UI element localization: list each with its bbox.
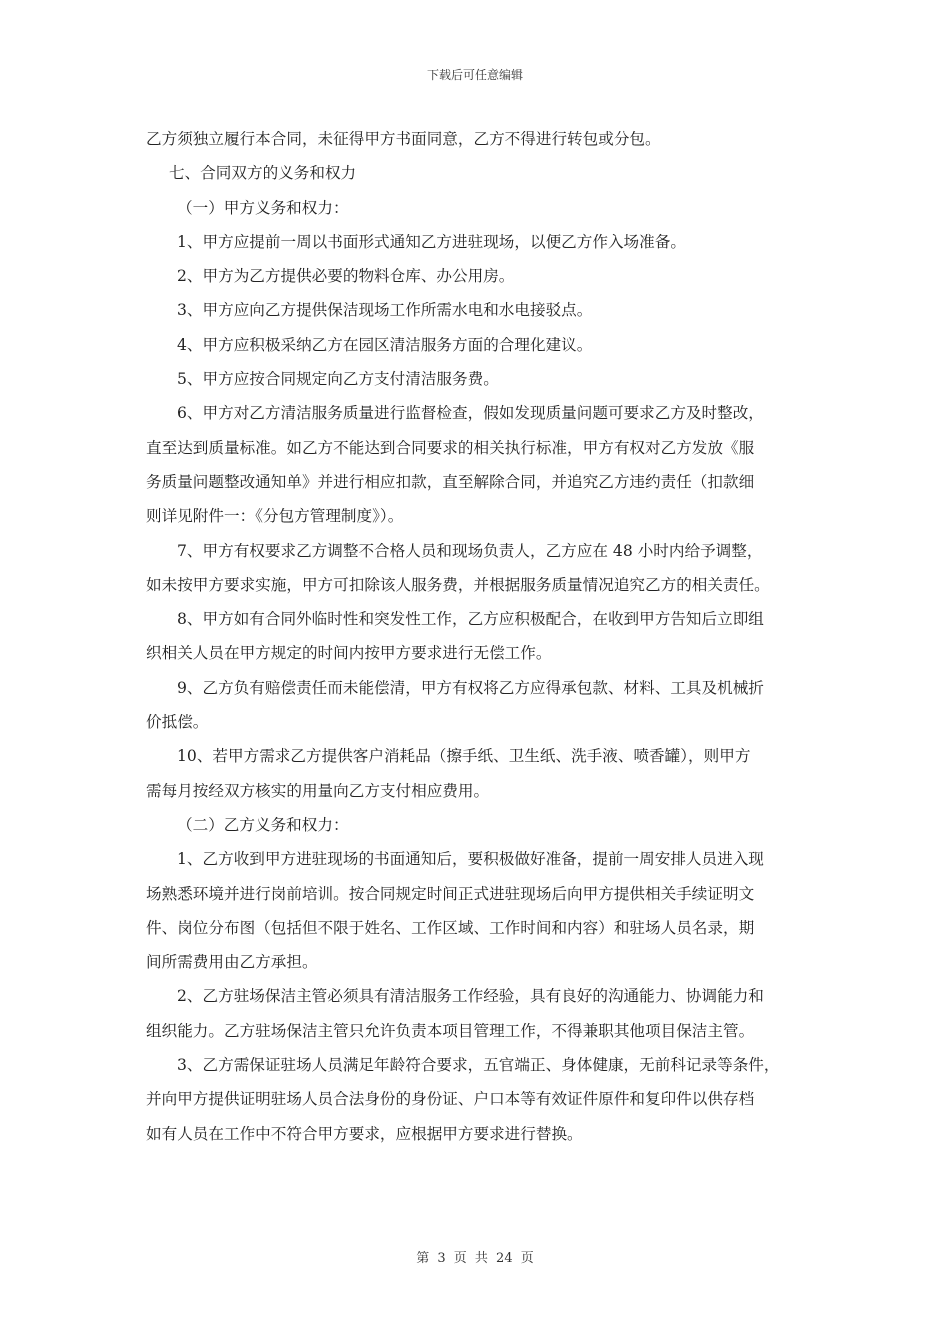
clause-continuation: 直至达到质量标准。如乙方不能达到合同要求的相关执行标准，甲方有权对乙方发放《服 xyxy=(146,438,755,457)
page-number: 第 3 页 共 24 页 xyxy=(416,1251,534,1266)
clause-line: 2、甲方为乙方提供必要的物料仓库、办公用房。 xyxy=(177,267,515,286)
clause-continuation: 则详见附件一：《分包方管理制度》）。 xyxy=(146,507,404,526)
clause-continuation: 场熟悉环境并进行岗前培训。按合同规定时间正式进驻现场后向甲方提供相关手续证明文 xyxy=(146,884,755,903)
clause-line: 7、甲方有权要求乙方调整不合格人员和现场负责人，乙方应在 48 小时内给予调整， xyxy=(177,541,763,560)
clause-line: 6、甲方对乙方清洁服务质量进行监督检查，假如发现质量问题可要求乙方及时整改， xyxy=(177,404,764,423)
subsection-heading: （一）甲方义务和权力： xyxy=(177,198,349,217)
clause-continuation: 如有人员在工作中不符合甲方要求，应根据甲方要求进行替换。 xyxy=(146,1124,583,1143)
clause-line: 10、若甲方需求乙方提供客户消耗品（擦手纸、卫生纸、洗手液、喷香罐），则甲方 xyxy=(177,747,751,766)
clause-line: 9、乙方负有赔偿责任而未能偿清，甲方有权将乙方应得承包款、材料、工具及机械折 xyxy=(177,678,764,697)
document-body xyxy=(146,122,810,1151)
page-header-note: 下载后可任意编辑 xyxy=(426,68,523,82)
clause-line: 5、甲方应按合同规定向乙方支付清洁服务费。 xyxy=(177,370,499,389)
clause-continuation: 如未按甲方要求实施，甲方可扣除该人服务费，并根据服务质量情况追究乙方的相关责任。 xyxy=(146,575,770,594)
body-line: 乙方须独立履行本合同，未征得甲方书面同意，乙方不得进行转包或分包。 xyxy=(146,130,661,148)
section-heading: 七、合同双方的义务和权力 xyxy=(169,164,357,183)
clause-continuation: 并向甲方提供证明驻场人员合法身份的身份证、户口本等有效证件原件和复印件以供存档 xyxy=(146,1090,755,1109)
clause-continuation: 价抵偿。 xyxy=(146,713,209,732)
clause-line: 1、甲方应提前一周以书面形式通知乙方进驻现场，以便乙方作入场准备。 xyxy=(177,232,686,251)
clause-line: 2、乙方驻场保洁主管必须具有清洁服务工作经验，具有良好的沟通能力、协调能力和 xyxy=(177,987,764,1006)
clause-continuation: 件、岗位分布图（包括但不限于姓名、工作区域、工作时间和内容）和驻场人员名录，期 xyxy=(146,918,755,937)
clause-line: 4、甲方应积极采纳乙方在园区清洁服务方面的合理化建议。 xyxy=(177,335,593,354)
clause-continuation: 务质量问题整改通知单》并进行相应扣款，直至解除合同，并追究乙方违约责任（扣款细 xyxy=(146,472,755,491)
clause-line: 1、乙方收到甲方进驻现场的书面通知后，要积极做好准备，提前一周安排人员进入现 xyxy=(177,850,764,869)
clause-continuation: 组织能力。乙方驻场保洁主管只允许负责本项目管理工作，不得兼职其他项目保洁主管。 xyxy=(146,1021,755,1040)
clause-continuation: 需每月按经双方核实的用量向乙方支付相应费用。 xyxy=(146,781,490,800)
clause-continuation: 间所需费用由乙方承担。 xyxy=(146,953,318,972)
clause-continuation: 织相关人员在甲方规定的时间内按甲方要求进行无偿工作。 xyxy=(146,644,552,663)
subsection-heading: （二）乙方义务和权力： xyxy=(177,815,349,834)
clause-line: 3、乙方需保证驻场人员满足年龄符合要求，五官端正、身体健康，无前科记录等条件， xyxy=(177,1056,780,1075)
clause-line: 3、甲方应向乙方提供保洁现场工作所需水电和水电接驳点。 xyxy=(177,301,593,320)
clause-line: 8、甲方如有合同外临时性和突发性工作，乙方应积极配合，在收到甲方告知后立即组 xyxy=(177,610,764,629)
